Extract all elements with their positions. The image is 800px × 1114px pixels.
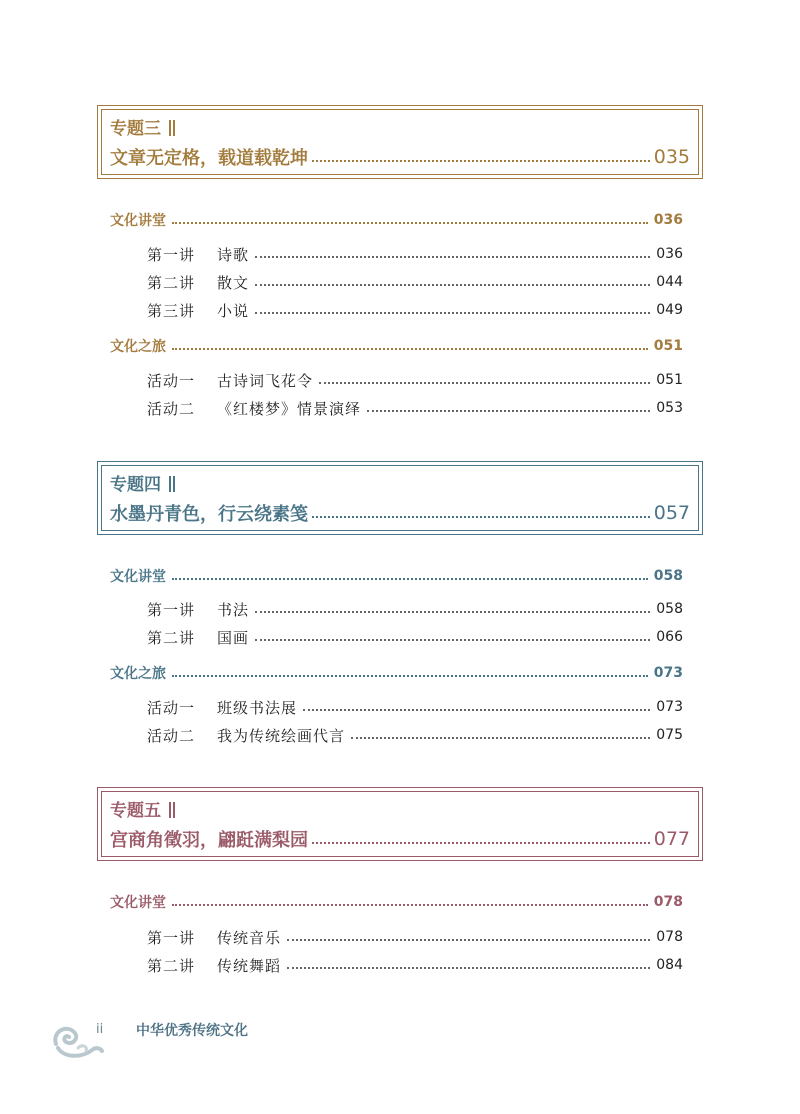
dot-leader <box>287 961 650 969</box>
topic-title-row[interactable] <box>110 144 690 170</box>
section-row[interactable] <box>110 335 683 357</box>
section-page: 051 <box>653 338 683 354</box>
section-page: 036 <box>653 212 683 228</box>
entry-page: 036 <box>656 246 683 262</box>
toc-entry[interactable] <box>147 397 683 419</box>
dot-leader <box>255 633 650 641</box>
toc-entry[interactable] <box>147 626 683 648</box>
section-row[interactable] <box>110 209 683 231</box>
toc-entry[interactable] <box>147 954 683 976</box>
entry-title: 传统音乐 <box>217 928 282 947</box>
section-name: 文化讲堂 <box>110 213 166 229</box>
divider-bar-icon <box>169 476 171 492</box>
dot-leader <box>172 342 648 350</box>
dot-leader <box>351 731 650 739</box>
entry-page: 075 <box>656 727 683 743</box>
toc-entry[interactable] <box>147 243 683 265</box>
dot-leader <box>319 376 650 384</box>
entry-prefix: 活动二 <box>147 726 196 745</box>
section-row[interactable] <box>110 891 683 913</box>
page-number: ii <box>96 1022 104 1037</box>
entry-title: 诗歌 <box>217 245 250 264</box>
entry-page: 073 <box>656 699 683 715</box>
dot-leader <box>255 278 650 286</box>
dot-leader <box>255 605 650 613</box>
entry-page: 058 <box>656 601 683 617</box>
dot-leader <box>255 250 650 258</box>
topic-label: 专题五 <box>110 801 161 821</box>
entry-title: 古诗词飞花令 <box>217 371 314 390</box>
entry-prefix: 第一讲 <box>147 928 196 947</box>
dot-leader <box>172 898 648 906</box>
toc-entry[interactable] <box>147 598 683 620</box>
toc-entry[interactable] <box>147 271 683 293</box>
dot-leader <box>172 669 648 677</box>
dot-leader <box>255 306 650 314</box>
divider-bar-icon <box>169 120 171 136</box>
topic-title: 宫商角徵羽，翩跹满梨园 <box>110 830 308 851</box>
topic-label: 专题四 <box>110 475 161 495</box>
section-page: 058 <box>653 568 683 584</box>
entry-title: 传统舞蹈 <box>217 956 282 975</box>
entry-prefix: 第一讲 <box>147 600 196 619</box>
divider-bar-icon <box>169 802 171 818</box>
dot-leader <box>312 834 650 844</box>
dot-leader <box>312 508 650 518</box>
entry-prefix: 第一讲 <box>147 245 196 264</box>
dot-leader <box>287 933 650 941</box>
section-name: 文化讲堂 <box>110 895 166 911</box>
entry-title: 我为传统绘画代言 <box>217 726 346 745</box>
dot-leader <box>172 216 648 224</box>
dot-leader <box>172 572 648 580</box>
section-name: 文化讲堂 <box>110 569 166 585</box>
topic-page: 057 <box>653 502 690 524</box>
topic-title-row[interactable] <box>110 500 690 526</box>
section-name: 文化之旅 <box>110 339 166 355</box>
entry-page: 078 <box>656 929 683 945</box>
entry-title: 小说 <box>217 301 250 320</box>
topic-box-5 <box>97 787 703 861</box>
topic-title: 水墨丹青色，行云绕素笺 <box>110 504 308 525</box>
entry-page: 049 <box>656 302 683 318</box>
section-page: 073 <box>653 665 683 681</box>
toc-entry[interactable] <box>147 299 683 321</box>
section-row[interactable] <box>110 662 683 684</box>
dot-leader <box>312 152 650 162</box>
toc-entry[interactable] <box>147 369 683 391</box>
toc-entry[interactable] <box>147 724 683 746</box>
entry-prefix: 第二讲 <box>147 273 196 292</box>
entry-prefix: 活动一 <box>147 698 196 717</box>
entry-title: 《红楼梦》情景演绎 <box>217 399 362 418</box>
entry-title: 散文 <box>217 273 250 292</box>
toc-entry[interactable] <box>147 696 683 718</box>
topic-page: 077 <box>653 828 690 850</box>
entry-page: 084 <box>656 957 683 973</box>
topic-box-4 <box>97 461 703 535</box>
entry-page: 051 <box>656 372 683 388</box>
topic-title: 文章无定格，载道载乾坤 <box>110 148 308 169</box>
entry-title: 班级书法展 <box>217 698 298 717</box>
topic-box-3 <box>97 105 703 179</box>
dot-leader <box>303 703 650 711</box>
section-page: 078 <box>653 894 683 910</box>
entry-page: 044 <box>656 274 683 290</box>
dot-leader <box>367 404 650 412</box>
entry-prefix: 活动二 <box>147 399 196 418</box>
entry-title: 书法 <box>217 600 250 619</box>
topic-page: 035 <box>653 146 690 168</box>
entry-page: 053 <box>656 400 683 416</box>
book-title: 中华优秀传统文化 <box>136 1023 248 1039</box>
section-name: 文化之旅 <box>110 666 166 682</box>
entry-prefix: 第三讲 <box>147 301 196 320</box>
toc-entry[interactable] <box>147 926 683 948</box>
entry-prefix: 第二讲 <box>147 956 196 975</box>
entry-title: 国画 <box>217 628 250 647</box>
section-row[interactable] <box>110 565 683 587</box>
topic-title-row[interactable] <box>110 826 690 852</box>
entry-page: 066 <box>656 629 683 645</box>
entry-prefix: 第二讲 <box>147 628 196 647</box>
entry-prefix: 活动一 <box>147 371 196 390</box>
topic-label: 专题三 <box>110 119 161 139</box>
